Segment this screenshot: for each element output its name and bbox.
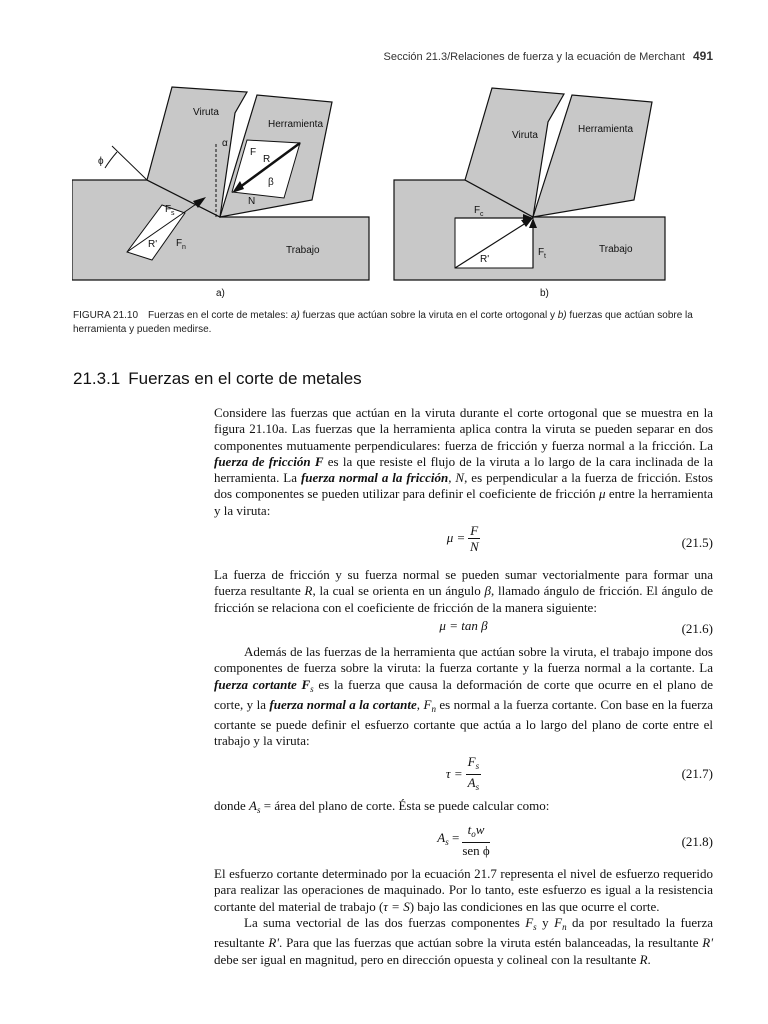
force-fn-label: F [176,238,183,249]
paragraph-5: El esfuerzo cortante determinado por la ecuación 21.7 representa el nivel de esfuerzo requerido para realizar las operaciones de maquinado. Por lo tanto, este esfuerzo es igual a la resistencia cortante del material de trabajo (τ = S) bajo las condiciones en las que ocurre el corte. [214,866,713,914]
force-rprime-label-a: R' [148,239,158,250]
force-rprime-label-b: R' [480,254,490,265]
page-number: 491 [692,49,713,63]
panel-b [394,88,665,299]
term-normal-friction-force: fuerza normal a la fricción [300,470,449,486]
force-n-label: N [248,196,256,207]
equation-number: (21.8) [681,834,713,850]
work-label-b: Trabajo [599,244,633,255]
work-label-a: Trabajo [286,245,320,256]
section-heading [73,369,362,389]
term-shear-force: fuerza cortante F [214,676,311,692]
paragraph-6: La suma vectorial de las dos fuerzas componentes $F_s$ y $F_n$ da por resultado la fuerza resultante R'. Para que las fuerzas que actúan sobre la viruta estén balanceadas, la resultante R' debe ser igual en magnitud, pero en dirección opuesta y colineal con la resultante R. [214,914,713,967]
force-fs-label: F [165,204,172,215]
paragraph-4: donde $A_s$ = área del plano de corte. Ésta se puede calcular como: [214,797,550,815]
force-ft-label: F [538,247,545,258]
term-friction-force: fuerza de fricción F [214,453,324,469]
caption-text: fuerzas que actúan sobre la herramienta y pueden medirse. [73,310,693,335]
caption-a-ref: a) [290,310,300,321]
beta-label: β [268,177,274,188]
panel-a-label: a) [216,288,225,299]
force-fc-sub: c [480,211,484,218]
panel-b-label: b) [540,288,549,299]
equation-21-5: μ = $\frac{F}{N}$ (21.5) [446,523,713,555]
equation-number: (21.7) [681,765,713,781]
running-header [384,49,714,63]
paragraph-2: La fuerza de fricción y su fuerza normal se pueden sumar vectorialmente para formar una fuerza resultante R, la cual se orienta en un ángulo β, llamado ángulo de fricción. El ángulo de fricción se relaciona con el coeficiente de fricción de la manera siguiente: [214,567,714,615]
caption-label: FIGURA 21.10 [73,310,139,321]
phi-label-a: ϕ [98,156,104,167]
chip-label-b: Viruta [512,130,538,141]
figure-21-10 [72,80,712,305]
term-normal-shear-force: fuerza normal a la cortante [269,696,417,712]
equation-21-8: $A_s$ = $\frac{t_ow}{\text{sen ϕ}}$ (21.8) [437,822,713,859]
tool-label-a: Herramienta [268,119,324,130]
equation-21-7: τ = $\frac{F_s}{A_s}$ (21.7) [445,753,713,792]
force-fn-sub: n [182,244,186,251]
force-f-label: F [250,147,257,158]
force-fs-sub: s [171,210,175,217]
caption-text: fuerzas que actúan sobre la viruta en el corte ortogonal y [299,310,558,321]
equation-number: (21.5) [681,535,713,551]
body-text [214,405,713,968]
running-title: Sección 21.3/Relaciones de fuerza y la ecuación de Merchant [383,51,685,63]
caption-b-ref: b) [557,310,567,321]
alpha-label: α [222,138,228,149]
force-fc-label: F [474,205,481,216]
equation-21-6: μ = tan β (21.6) [439,617,713,636]
figure-caption [73,309,713,337]
force-r-label: R [263,154,271,165]
panel-a [72,87,369,299]
paragraph-1: Considere las fuerzas que actúan en la viruta durante el corte ortogonal que se muestra en la figura 21.10a. Las fuerzas que la herramienta aplica contra la viruta se pueden separar en dos componentes mutuamente perpendiculares: fuerza de fricción y fuerza normal a la fricción. La fuerza de fricción F es la que resiste el flujo de la viruta a lo largo de la cara inclinada de la herramienta. La fuerza normal a la fricción, N, es perpendicular a la fuerza de fricción. Estos dos componentes se pueden utilizar para definir el coeficiente de fricción μ entre la herramienta y la viruta: [214,405,713,518]
equation-number: (21.6) [681,620,713,636]
force-ft-sub: t [544,253,546,260]
caption-text: Fuerzas en el corte de metales: [148,310,291,321]
section-title: Fuerzas en el corte de metales [128,369,362,388]
tool-label-b: Herramienta [578,124,634,135]
section-number: 21.3.1 [73,369,121,388]
paragraph-3: Además de las fuerzas de la herramienta que actúan sobre la viruta, el trabajo impone dos componentes de fuerza sobre la viruta: la fuerza cortante y la fuerza normal a la cortante. La fuerza cortante $F_s$ es la fuerza que causa la deformación de corte que ocurre en el plano de corte, y la fuerza normal a la cortante, $F_n$ es normal a la fuerza cortante. Con base en la fuerza cortante se puede definir el esfuerzo cortante que actúa a lo largo del plano de corte entre el trabajo y la viruta: [214,643,714,749]
chip-label-a: Viruta [193,107,219,118]
